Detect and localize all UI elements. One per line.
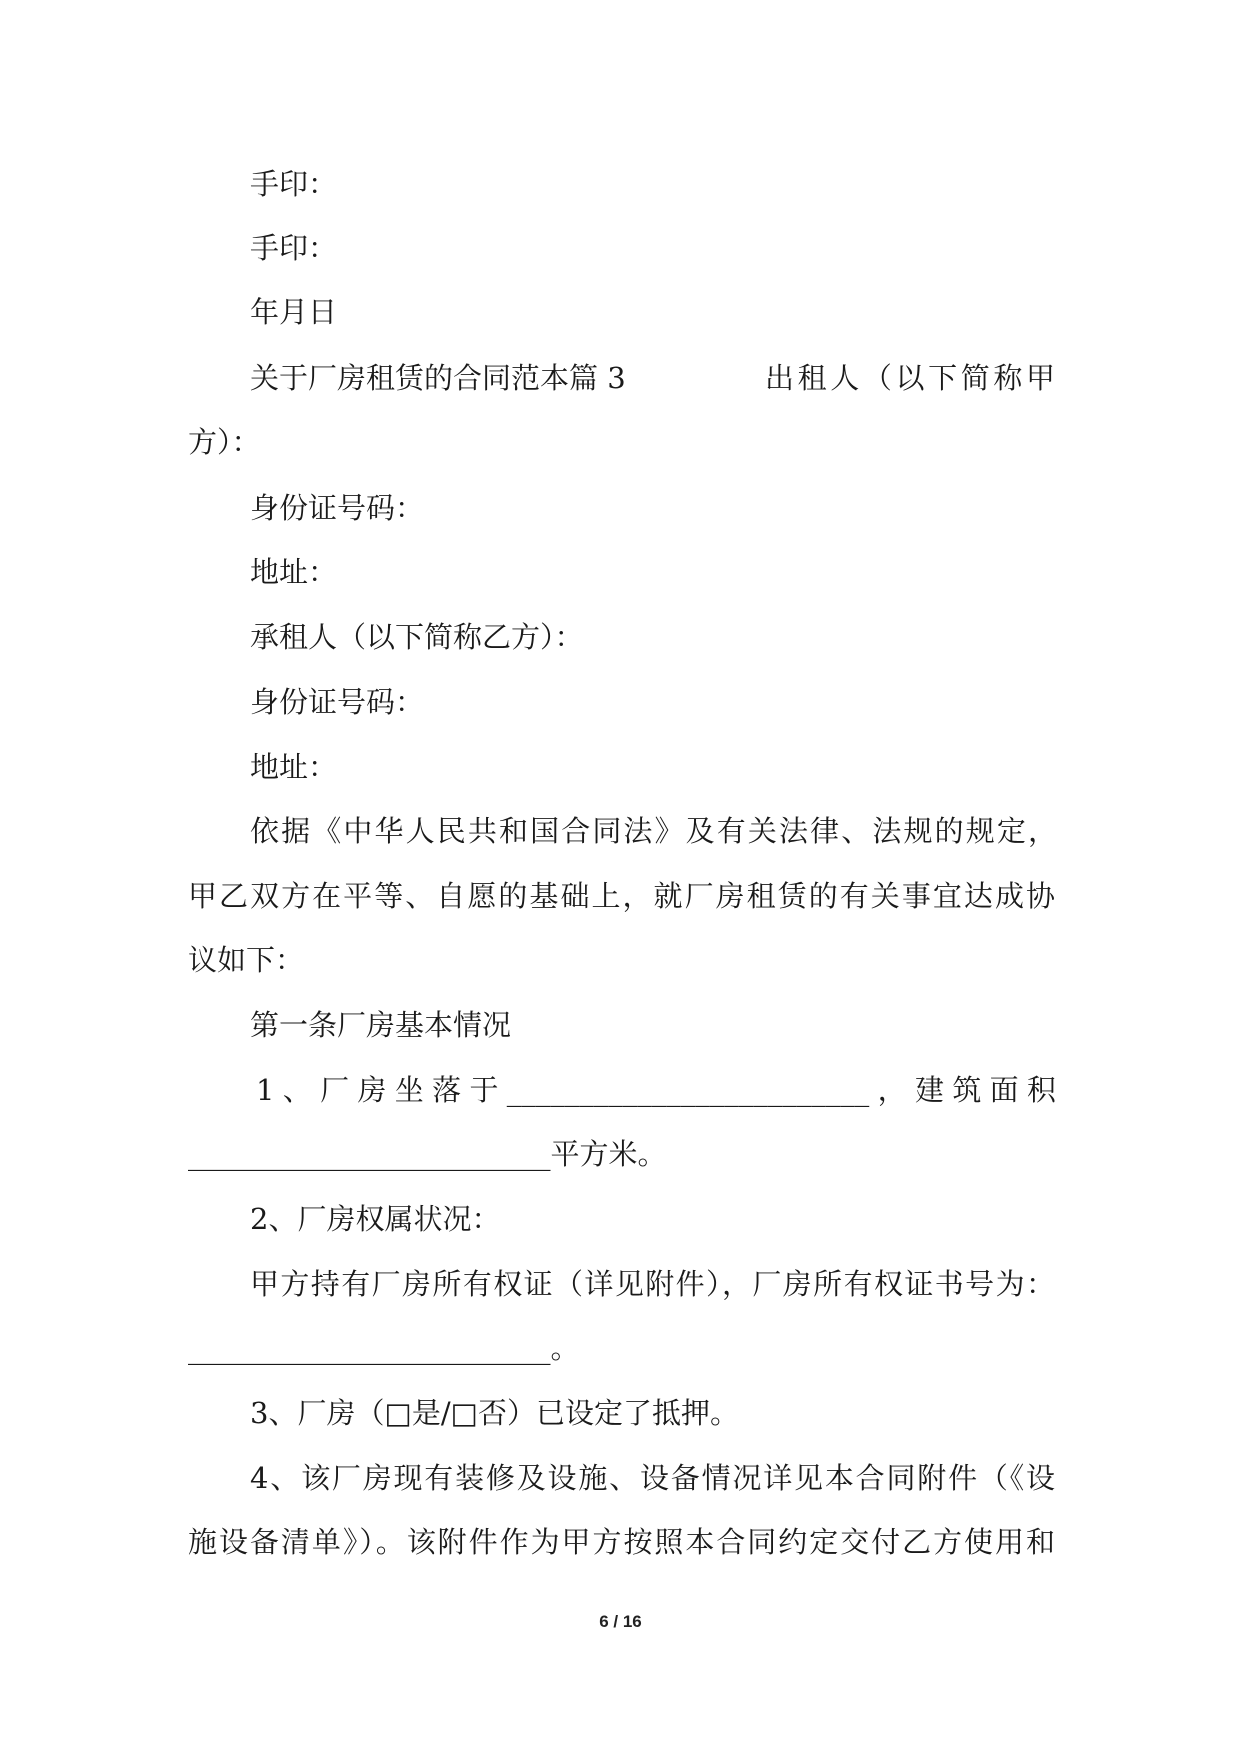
- text-line: 方）：: [188, 425, 261, 459]
- text-line: 2、厂房权属状况：: [250, 1202, 501, 1236]
- text-line: 甲方持有厂房所有权证（详见附件），厂房所有权证书号为：: [250, 1267, 1055, 1301]
- text-line: _________________________平方米。: [188, 1137, 667, 1171]
- text-line: 出租人（以下简称甲: [765, 361, 1055, 395]
- text-line: 手印：: [250, 231, 338, 265]
- text-line: 施设备清单》）。该附件作为甲方按照本合同约定交付乙方使用和: [188, 1525, 1055, 1559]
- text-line: 依据《中华人民共和国合同法》及有关法律、法规的规定，: [250, 814, 1057, 848]
- text-line: 3、厂房（□是/□否）已设定了抵押。: [250, 1396, 740, 1430]
- text-line: 4、该厂房现有装修及设施、设备情况详见本合同附件（《设: [250, 1461, 1055, 1495]
- text-line: 地址：: [250, 555, 338, 589]
- text-line: 承租人（以下简称乙方）：: [250, 620, 584, 654]
- text-line: 身份证号码：: [250, 685, 425, 719]
- section-heading: 关于厂房租赁的合同范本篇 3: [250, 361, 626, 395]
- text-line: 身份证号码：: [250, 491, 425, 525]
- text-line: 手印：: [250, 167, 338, 201]
- text-line: 甲乙双方在平等、自愿的基础上，就厂房租赁的有关事宜达成协: [188, 879, 1055, 913]
- text-line: _________________________。: [188, 1331, 580, 1365]
- text-line: 第一条厂房基本情况: [250, 1008, 512, 1042]
- text-line: 年月日: [250, 295, 338, 329]
- text-line: 1、厂房坐落于_________________________，建筑面积: [256, 1073, 1056, 1107]
- text-line: 地址：: [250, 750, 338, 784]
- text-line: 议如下：: [188, 943, 305, 977]
- page-number: 6 / 16: [599, 1612, 642, 1631]
